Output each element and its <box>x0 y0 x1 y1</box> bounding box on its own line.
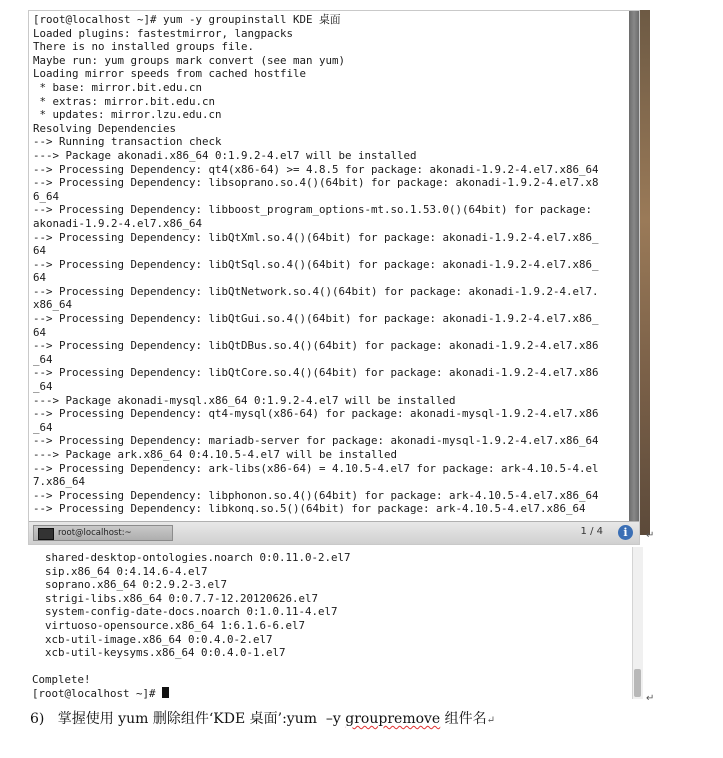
terminal-line: 64 <box>33 244 47 258</box>
terminal-window-top <box>28 10 640 545</box>
terminal-line: --> Processing Dependency: libboost_program_options-mt.so.1.53.0()(64bit) for package: <box>33 203 593 217</box>
terminal-line: --> Processing Dependency: ark-libs(x86-64) = 4.10.5-4.el7 for package: ark-4.10.5-4.el <box>33 461 599 475</box>
terminal-prompt: [root@localhost ~]# <box>32 686 163 700</box>
terminal-scrollbar-top[interactable] <box>629 11 639 523</box>
terminal-line: --> Processing Dependency: qt4(x86-64) >= 4.8.5 for package: akonadi-1.9.2-4.el7.x86_64 <box>33 162 599 176</box>
terminal-line: x86_64 <box>33 298 73 312</box>
terminal-line: * extras: mirror.bit.edu.cn <box>33 94 216 108</box>
terminal-output-top <box>33 13 629 525</box>
terminal-line: _64 <box>33 420 53 434</box>
terminal-line: Complete! <box>32 673 91 687</box>
terminal-line: Loading mirror speeds from cached hostfile <box>33 67 307 81</box>
terminal-line: 64 <box>33 271 47 285</box>
terminal-line <box>32 660 628 674</box>
doc-paragraph <box>30 708 690 728</box>
paragraph-mark-2: ↵ <box>646 693 655 704</box>
terminal-line: --> Processing Dependency: libphonon.so.4()(64bit) for package: ark-4.10.5-4.el7.x86_64 <box>33 488 599 502</box>
info-icon[interactable]: i <box>618 525 633 540</box>
terminal-line: 7.x86_64 <box>33 475 86 489</box>
desktop-background-strip <box>640 10 650 535</box>
terminal-prompt-line[interactable] <box>32 687 628 701</box>
terminal-window-bottom <box>28 547 644 702</box>
terminal-line: [root@localhost ~]# yum -y groupinstall KDE 桌面 <box>33 13 341 26</box>
terminal-line: soprano.x86_64 0:2.9.2-3.el7 <box>32 578 228 592</box>
paragraph-mark-1: ↵ <box>646 530 655 541</box>
terminal-line: sip.x86_64 0:4.14.6-4.el7 <box>32 564 208 578</box>
paragraph-mark-3: ↵ <box>486 715 496 726</box>
terminal-line: virtuoso-opensource.x86_64 1:6.1.6-6.el7 <box>32 618 306 632</box>
scrollbar-thumb[interactable] <box>634 669 641 697</box>
terminal-line: --> Processing Dependency: libQtXml.so.4()(64bit) for package: akonadi-1.9.2-4.el7.x86_ <box>33 230 599 244</box>
list-number: 6) <box>30 711 45 727</box>
spellcheck-word[interactable]: groupremove <box>345 711 441 727</box>
terminal-line: Loaded plugins: fastestmirror, langpacks <box>33 26 294 40</box>
terminal-line: ---> Package akonadi-mysql.x86_64 0:1.9.2-4.el7 will be installed <box>33 393 456 407</box>
terminal-line: 6_64 <box>33 189 60 203</box>
terminal-line: --> Processing Dependency: libkonq.so.5()(64bit) for package: ark-4.10.5-4.el7.x86_64 <box>33 502 586 516</box>
terminal-icon <box>38 528 54 540</box>
terminal-line: Resolving Dependencies <box>33 121 177 135</box>
terminal-line: There is no installed groups file. <box>33 40 255 54</box>
terminal-line: 64 <box>33 325 47 339</box>
taskbar <box>29 521 639 544</box>
terminal-line: --> Processing Dependency: libQtDBus.so.4()(64bit) for package: akonadi-1.9.2-4.el7.x86 <box>33 339 599 353</box>
workspace-pager[interactable]: 1 / 4 <box>580 526 603 537</box>
terminal-scrollbar-bottom[interactable] <box>632 547 643 699</box>
terminal-line: Maybe run: yum groups mark convert (see man yum) <box>33 53 346 67</box>
terminal-line: xcb-util-image.x86_64 0:0.4.0-2.el7 <box>32 632 273 646</box>
terminal-cursor <box>162 687 169 698</box>
terminal-line: xcb-util-keysyms.x86_64 0:0.4.0-1.el7 <box>32 646 286 660</box>
terminal-line: --> Processing Dependency: libsoprano.so.4()(64bit) for package: akonadi-1.9.2-4.el7.x8 <box>33 176 599 190</box>
terminal-line: ---> Package akonadi.x86_64 0:1.9.2-4.el7 will be installed <box>33 148 417 162</box>
terminal-line: _64 <box>33 380 53 394</box>
terminal-line: akonadi-1.9.2-4.el7.x86_64 <box>33 216 203 230</box>
doc-text-a: 掌握使用 yum 删除组件‘KDE 桌面’:yum –y <box>57 711 346 727</box>
terminal-line: --> Processing Dependency: libQtSql.so.4()(64bit) for package: akonadi-1.9.2-4.el7.x86_ <box>33 257 599 271</box>
terminal-line: * base: mirror.bit.edu.cn <box>33 80 203 94</box>
terminal-line: --> Processing Dependency: qt4-mysql(x86-64) for package: akonadi-mysql-1.9.2-4.el7.x86 <box>33 407 599 421</box>
terminal-line: strigi-libs.x86_64 0:0.7.7-12.20120626.el7 <box>32 591 319 605</box>
taskbar-terminal-label: root@localhost:~ <box>58 528 132 538</box>
taskbar-terminal-button[interactable] <box>33 525 173 541</box>
terminal-line: shared-desktop-ontologies.noarch 0:0.11.0-2.el7 <box>32 551 351 564</box>
terminal-line: --> Processing Dependency: libQtCore.so.4()(64bit) for package: akonadi-1.9.2-4.el7.x86 <box>33 366 599 380</box>
terminal-line: ---> Package ark.x86_64 0:4.10.5-4.el7 will be installed <box>33 448 398 461</box>
terminal-line: * updates: mirror.lzu.edu.cn <box>33 108 222 122</box>
terminal-line: --> Processing Dependency: libQtNetwork.so.4()(64bit) for package: akonadi-1.9.2-4.el7. <box>33 284 599 298</box>
terminal-line: _64 <box>33 352 53 366</box>
terminal-line: --> Running transaction check <box>33 135 222 149</box>
doc-text-b: 组件名 <box>440 711 487 727</box>
terminal-line: system-config-date-docs.noarch 0:1.0.11-4.el7 <box>32 605 338 619</box>
terminal-line: --> Processing Dependency: mariadb-server for package: akonadi-mysql-1.9.2-4.el7.x86_64 <box>33 434 599 448</box>
terminal-line: --> Processing Dependency: libQtGui.so.4()(64bit) for package: akonadi-1.9.2-4.el7.x86_ <box>33 312 599 326</box>
terminal-output-bottom <box>32 551 628 701</box>
